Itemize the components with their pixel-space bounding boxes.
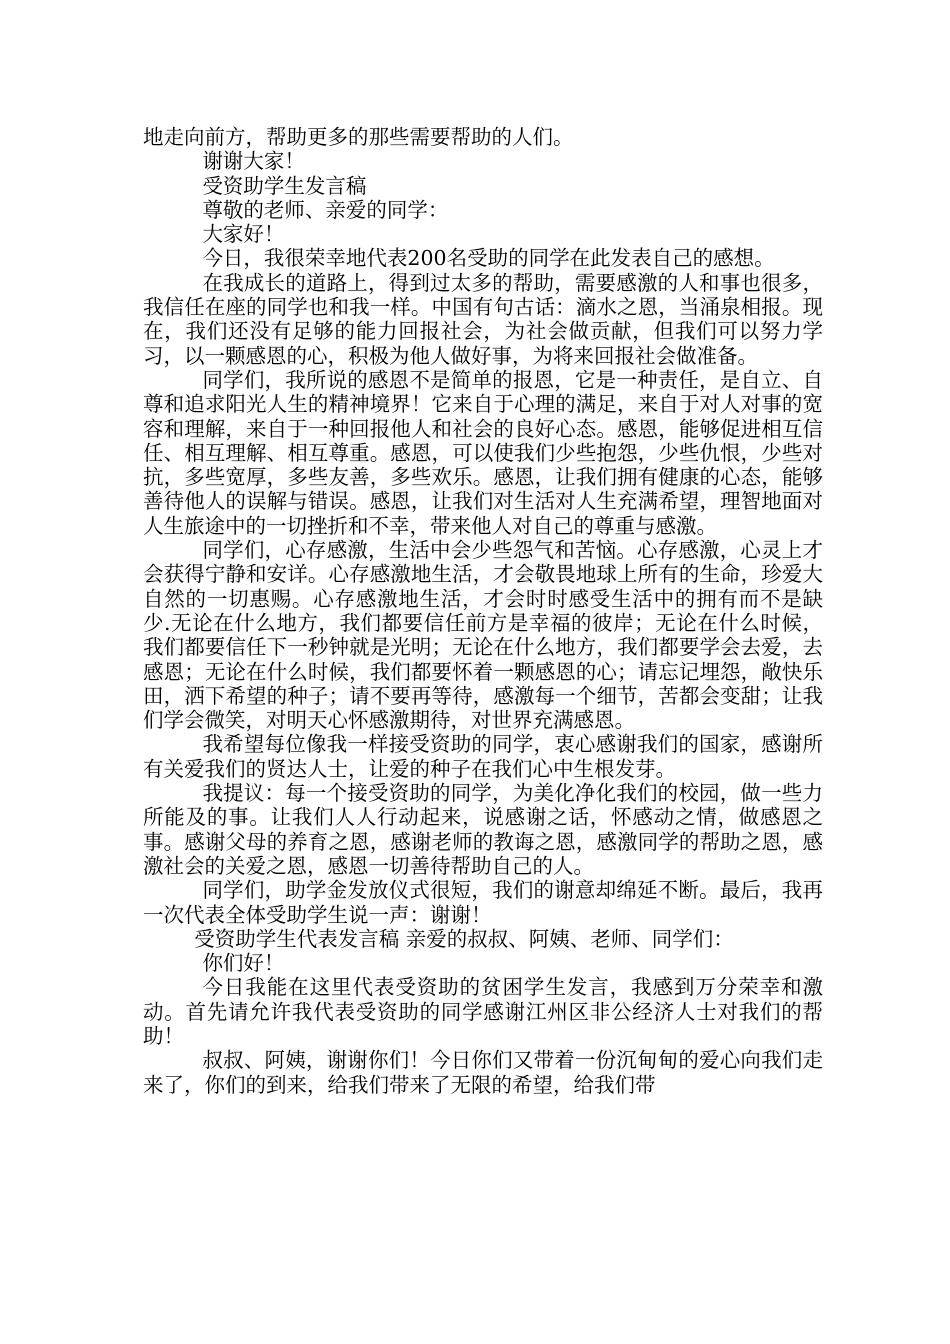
paragraph-intro: 今日，我很荣幸地代表200名受助的同学在此发表自己的感想。 <box>202 246 775 271</box>
paragraph-body: 我提议：每一个接受资助的同学，为美化净化我们的校园，做一些力所能及的事。让我们人人行动起来，说感谢之话，怀感动之情，做感恩之事。感谢父母的养育之恩，感谢老师的教诲之恩，感激同学的帮助之恩，感激社会的关爱之恩，感恩一切善待帮助自己的人。 <box>143 781 823 878</box>
paragraph-greeting: 你们好！ <box>202 951 285 976</box>
paragraph-body: 在我成长的道路上，得到过太多的帮助，需要感激的人和事也很多，我信任在座的同学也和我一样。中国有句古话：滴水之恩，当涌泉相报。现在，我们还没有足够的能力回报社会，为社会做贡献，但我们可以努力学习，以一颗感恩的心，积极为他人做好事，为将来回报社会做准备。 <box>143 270 823 368</box>
paragraph-body: 同学们，我所说的感恩不是简单的报恩，它是一种责任，是自立、自尊和追求阳光人生的精神境界！它来自于心理的满足，来自于对人对事的宽容和理解，来自于一种回报他人和社会的良好心态。感恩，能够促进相互信任、相互理解、相互尊重。感恩，可以使我们少些抱怨，少些仇恨，少些对抗，多些宽厚，多些友善，多些欢乐。感恩，让我们拥有健康的心态，能够善待他人的误解与错误。感恩，让我们对生活对人生充满希望，理智地面对人生旅途中的一切挫折和不幸，带来他人对自己的尊重与感激。 <box>143 367 823 538</box>
paragraph-salutation: 尊敬的老师、亲爱的同学： <box>202 197 449 222</box>
document-page <box>143 125 823 1097</box>
paragraph-speech-title: 受资助学生发言稿 <box>202 173 367 198</box>
paragraph-body: 我希望每位像我一样接受资助的同学，衷心感谢我们的国家，感谢所有关爱我们的贤达人士，让爱的种子在我们心中生根发芽。 <box>143 732 823 781</box>
paragraph-second-speech-title: 受资助学生代表发言稿 亲爱的叔叔、阿姨、老师、同学们： <box>194 926 734 951</box>
paragraph-body: 今日我能在这里代表受资助的贫困学生发言，我感到万分荣幸和激动。首先请允许我代表受资助的同学感谢江州区非公经济人士对我们的帮助！ <box>143 975 823 1048</box>
paragraph-body: 叔叔、阿姨，谢谢你们！今日你们又带着一份沉甸甸的爱心向我们走来了，你们的到来，给我们带来了无限的希望，给我们带 <box>143 1048 823 1097</box>
paragraph-body: 同学们，心存感激，生活中会少些怨气和苦恼。心存感激，心灵上才会获得宁静和安详。心存感激地生活，才会敬畏地球上所有的生命，珍爱大自然的一切惠赐。心存感激地生活，才会时时感受生活中的拥有而不是缺少.无论在什么地方，我们都要信任前方是幸福的彼岸；无论在什么时候，我们都要信任下一秒钟就是光明；无论在什么地方，我们都要学会去爱，去感恩；无论在什么时候，我们都要怀着一颗感恩的心；请忘记埋怨，敞快乐田，洒下希望的种子；请不要再等待，感激每一个细节，苦都会变甜；让我们学会微笑，对明天心怀感激期待，对世界充满感恩。 <box>143 538 823 733</box>
paragraph-greeting: 大家好！ <box>202 222 285 247</box>
paragraph-thanks: 谢谢大家！ <box>202 149 305 174</box>
paragraph-continuation: 地走向前方，帮助更多的那些需要帮助的人们。 <box>143 125 574 149</box>
paragraph-closing: 同学们，助学金发放仪式很短，我们的谢意却绵延不断。最后，我再一次代表全体受助学生说一声：谢谢！ <box>143 878 823 927</box>
